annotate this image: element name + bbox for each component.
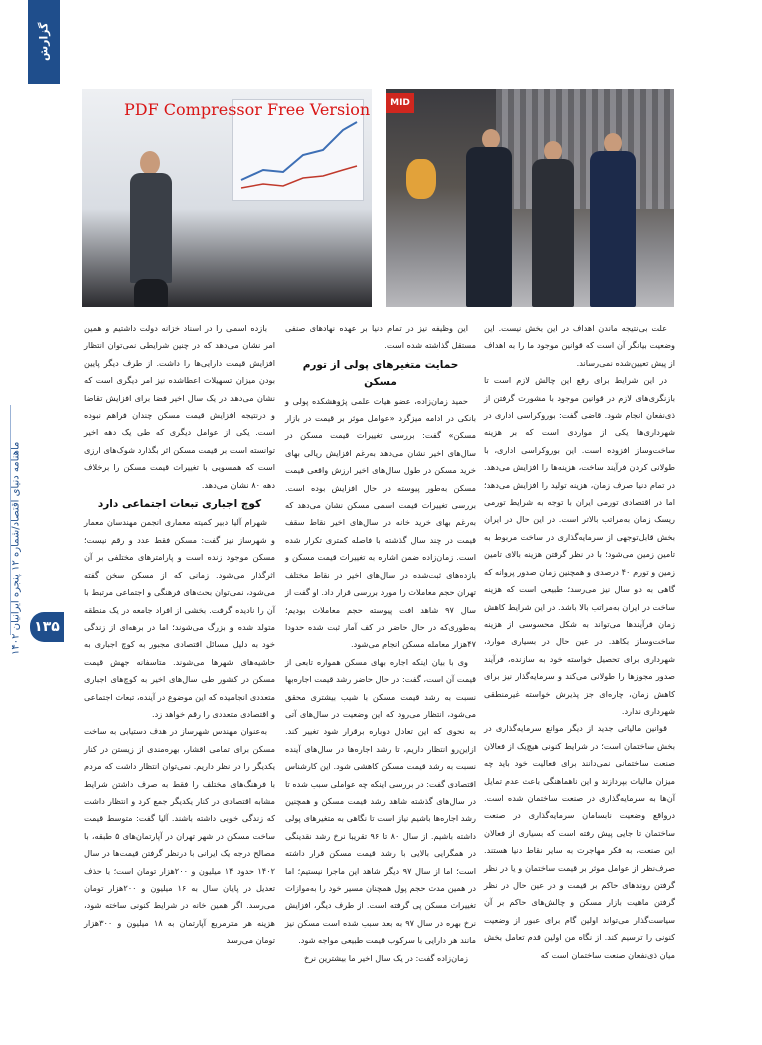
- section-heading: کوچ اجباری تبعات اجتماعی دارد: [97, 498, 262, 511]
- person-head: [604, 133, 622, 153]
- photo-exhibition: [386, 89, 674, 307]
- person-head: [544, 141, 562, 161]
- text-column-middle: [285, 320, 476, 967]
- flower-decoration: [406, 159, 436, 199]
- mid-logo: MID: [386, 93, 414, 113]
- page-number: ۱۳۵: [30, 612, 64, 642]
- paragraph: حمید زمان‌زاده، عضو هیات علمی پژوهشکده پولی و بانکی در ادامه میزگرد «عوامل موثر بر قیمت در بازار مسکن» گفت: بررسی تغییرات قیمت مسکن در سال‌های اخیر نشان می‌دهد به‌رغم افزایش ریالی بهای خرید مسکن در طول سال‌های اخیر ارزش واقعی قیمت مسکن به‌طور پیوسته در حال افزایش بوده است. بررسی تغییرات قیمت اسمی مسکن نشان می‌دهد که به‌رغم بهای خرید خانه در سال‌های اخیر نقاط سقف قیمت در چند سال گذشته با فاصله کمتری تکرار شده است. زمان‌زاده ضمن اشاره به تغییرات قیمت مسکن و بازده‌های ثبت‌شده در سال‌های اخیر در نقاط مختلف تهران حجم معاملات را مورد بررسی قرار داد. او گفت از سال ۹۷ شاهد افت پیوسته حجم معاملات بودیم؛ به‌طوری‌که در حال حاضر در کف آمار ثبت شده حدودا ۴۷هزار معامله مسکن انجام می‌شود.: [285, 395, 477, 650]
- speaker-figure: [130, 173, 172, 283]
- watermark-text: PDF Compressor Free Version: [124, 100, 371, 119]
- tile-display-wall: [496, 89, 674, 209]
- paragraph: بازده اسمی را در اسناد خزانه دولت داشتیم و همین امر نشان می‌دهد که در چنین شرایطی نمی‌توان انتظار افزایش قیمت دارایی‌ها را داشت. از طرف دیگر پایین بودن میزان تسهیلات اعطاشده نیز امر دیگری است که نشان می‌دهد در یک سال اخیر فضا برای افزایش تقاضا و درنتیجه افزایش قیمت مسکن چندان فراهم نبوده است. یکی از عوامل دیگری که طی یک دهه اخیر توانسته است بر قیمت مسکن اثر بگذارد شوک‌های ارزی است که همسویی با تغییرات قیمت مسکن را برخلاف دهه ۸۰ نشان می‌دهد.: [84, 323, 275, 490]
- paragraph: علت بی‌نتیجه ماندن اهداف در این بخش نیست. این وضعیت بیانگر آن است که قوانین موجود ما را به اهداف از پیش تعیین‌شده نمی‌رساند.: [484, 323, 675, 368]
- paragraph: وی با بیان اینکه اجاره بهای مسکن همواره تابعی از قیمت آن است، گفت: در حال حاضر رشد قیمت اجاره‌بها نسبت به رشد قیمت مسکن با شیب بیشتری محقق می‌شود، انتظار می‌رود که این وضعیت در سال‌های آتی به نحوی که این تعادل دوباره برقرار شود تغییر کند. ازاین‌رو انتظار داریم، تا رشد اجاره‌ها در سال‌های آینده نسبت به رشد قیمت مسکن کاهشی شود. این کارشناس اقتصادی گفت: در بررسی اینکه چه عواملی سبب شده تا در سال‌های گذشته شاهد رشد قیمت مسکن و همچنین رشد اجاره‌ها باشیم نیاز است تا نگاهی به متغیرهای پولی داشته باشیم. از سال ۸۰ تا ۹۶ تقریبا نرخ رشد نقدینگی در همگرایی بالایی با رشد قیمت مسکن قرار داشته است؛ اما از سال ۹۷ دیگر شاهد این ماجرا نیستیم؛ اما در همین مدت حجم پول همچنان مسیر خود را به‌موازات تغییرات مسکن پی گرفته است. از طرف دیگر، افزایش نرخ بهره در سال ۹۷ به بعد سبب شده است مسکن نیز مانند هر دارایی با سرکوب قیمت طبیعی مواجه شود.: [285, 656, 477, 946]
- photo-speaker: [82, 89, 372, 307]
- section-heading: حمایت متغیرهای پولی از تورم مسکن: [302, 358, 459, 389]
- speaker-head: [140, 151, 160, 175]
- section-tab: گزارش: [28, 0, 60, 84]
- text-column-right: [484, 320, 675, 964]
- paragraph: شهرام آلیا دبیر کمیته معماری انجمن مهندسان معمار و شهرساز نیز گفت: مسکن فقط عدد و رقم نیست؛ مسکن موجود زنده است و پارامترهای مختلفی بر آن اثرگذار می‌شود. زمانی که از مسکن سخن گفته می‌شود، نمی‌توان بحث‌های فرهنگی و اجتماعی مرتبط با آن را نادیده گرفت. بخشی از افراد جامعه در یک منطقه متولد شده و بزرگ می‌شوند؛ اما در برهه‌ای از زندگی خود به دلیل مسائل اقتصادی مجبور به کوچ اجباری به حاشیه‌های شهرها می‌شوند. متاسفانه جهش قیمت مسکن در کشور طی سال‌های اخیر به کوچ‌های اجباری متعددی انجامیده که این موضوع در آینده، تبعات اجتماعی و اقتصادی متعددی را رقم خواهد زد.: [83, 517, 275, 719]
- person-figure: [532, 159, 574, 307]
- speaker-legs: [134, 279, 168, 307]
- paragraph: قوانین مالیاتی جدید از دیگر موانع سرمایه‌گذاری در بخش ساختمان است؛ در شرایط کنونی هیچ‌یک از فعالان صنعت ساختمانی نمی‌دانند برای فعالیت خود باید چه میزان مالیات بپردازند و این ناهماهنگی باعث عدم تمایل آن‌ها به سرمایه‌گذاری در صنعت ساختمان شده است. درواقع وضعیت نابسامان سرمایه‌گذاری در صنعت ساختمان تا جایی پیش رفته است که بسیاری از فعالان این صنعت، به فکر مهاجرت به سایر نقاط دنیا هستند. صرف‌نظر از عوامل موثر بر قیمت ساختمان و یا در نظر گرفتن روندهای حاکم بر قیمت و در عین حال در نظر گرفتن ماهیت بازار مسکن و چالش‌های حاکم بر آن سیاست‌گذار می‌تواند اولین گام برای عبور از وضعیت کنونی را ترسیم کند. از نگاه من اولین قدم تعامل بخش میان ذی‌نفعان صنعت ساختمان است که: [484, 723, 675, 960]
- paragraph: زمان‌زاده گفت: در یک سال اخیر ما بیشترین نرخ: [303, 952, 468, 963]
- paragraph: به‌عنوان مهندس شهرساز در هدف دستیابی به ساخت مسکن برای تمامی اقشار، بهره‌مندی از زیستن در کنار یکدیگر را در نظر داریم. نمی‌توان انتظار داشت که مردم با فرهنگ‌های مختلف را فقط به صرف داشتن شرایط مشابه اقتصادی در کنار یکدیگر جمع کرد و انتظار داشت که زندگی خوبی داشته باشند. آلیا گفت: متوسط قیمت ساخت مسکن در شهر تهران در آپارتمان‌های ۵ طبقه، با مصالح درجه یک ایرانی با درنظر گرفتن قیمت‌ها در سال ۱۴۰۲ حدود ۱۴ میلیون و ۲۰۰هزار تومان است؛ با حذف تعدیل در پایان سال به ۱۶ میلیون و ۲۰۰هزار تومان می‌رسد. اگر همین خانه در شرایط کنونی ساخته شود، هزینه هر مترمربع آپارتمان به ۱۸ میلیون و ۳۰۰هزار تومان می‌رسد: [84, 726, 276, 946]
- paragraph: در این شرایط برای رفع این چالش لازم است تا بازنگری‌های لازم در قوانین موجود با مشورت گرفتن از ذی‌نفعان انجام شود. قاضی گفت: بوروکراسی اداری در شهرداری‌ها یکی از مواردی است که بر هزینه ساخت‌وساز افزوده است. این بوروکراسی اداری، با طولانی کردن فرآیند ساخت، هزینه‌ها را افزایش می‌دهد. در تمام دنیا صرف زمان، هزینه تولید را افزایش می‌دهد؛ اما در اقتصادی تورمی ایران با توجه به شرایط تورمی ریسک زمان به‌مراتب بالاتر است. در این حال در ایران بخش قابل‌توجهی از سرمایه‌گذاری در ساخت مربوط به تامین زمین می‌شود؛ با در نظر گرفتن هزینه بالای تامین زمین و تورم ۴۰ درصدی و همچنین زمان صدور پروانه که گاهی به دو سال نیز می‌رسد؛ طبیعی است که هزینه ساخت در ایران به‌مراتب بالا باشد. در این شرایط کاهش زمان فرآیندها می‌تواند به شکل محسوسی از هزینه ساخت‌وساز بکاهد. در عین حال در بسیاری موارد، شهرداری برای تحصیل خواسته خود به سازنده، فرآیند صدور مجوزها را طولانی می‌کند و سرمایه‌گذار نیز برای کاهش زمان، چاره‌ای جز پذیرش خواسته غیرمنطقی شهرداری ندارد.: [484, 375, 675, 716]
- side-caption: ماهنامه دنیای اقتصاد/شماره ۱۲ پنجره ایرانیان ۱۴۰۲: [10, 441, 22, 655]
- paragraph: این وظیفه نیز در تمام دنیا بر عهده نهادهای صنفی مستقل گذاشته شده است.: [285, 323, 476, 351]
- person-head: [482, 129, 500, 149]
- text-column-left: [84, 320, 275, 950]
- person-figure: [590, 151, 636, 307]
- person-figure: [466, 147, 512, 307]
